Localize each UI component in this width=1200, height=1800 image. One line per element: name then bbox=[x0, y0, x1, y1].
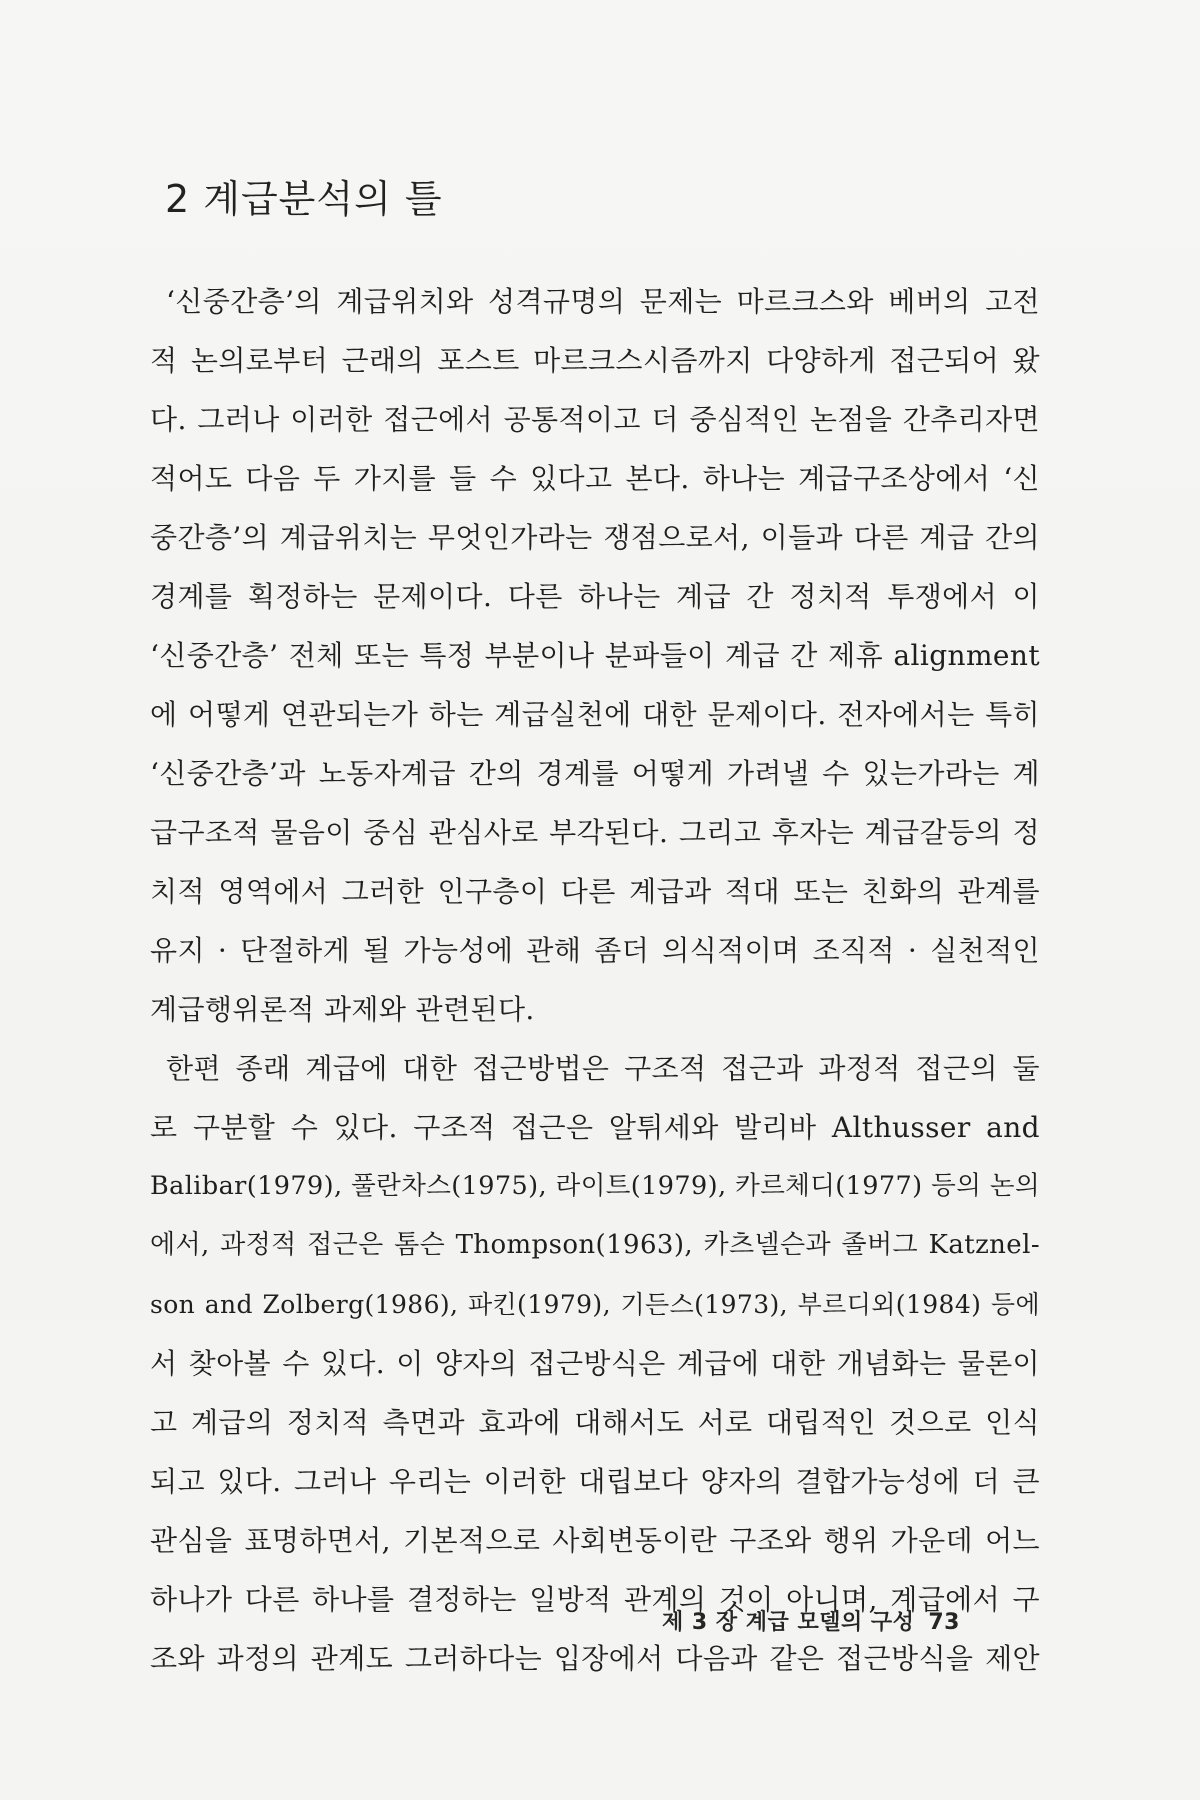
paragraph-2-line: 조와 과정의 관계도 그러하다는 입장에서 다음과 같은 접근방식을 제안 bbox=[150, 1642, 1040, 1675]
running-head: 제 3 장 계급 모델의 구성 bbox=[662, 1610, 915, 1635]
paragraph-1-line: 치적 영역에서 그러한 인구층이 다른 계급과 적대 또는 친화의 관계를 bbox=[150, 875, 1040, 908]
paragraph-1-line: 적 논의로부터 근래의 포스트 마르크스시즘까지 다양하게 접근되어 왔 bbox=[150, 344, 1040, 377]
paragraph-1-line: ‘신중간층’과 노동자계급 간의 경계를 어떻게 가려낼 수 있는가라는 계 bbox=[150, 757, 1040, 790]
page-footer bbox=[662, 1605, 960, 1636]
paragraph-2-line: 한편 종래 계급에 대한 접근방법은 구조적 접근과 과정적 접근의 둘 bbox=[166, 1052, 1040, 1085]
paragraph-2-line: 하나가 다른 하나를 결정하는 일방적 관계의 것이 아니며, 계급에서 구 bbox=[150, 1583, 1040, 1616]
paragraph-1-line: 계급행위론적 과제와 관련된다. bbox=[150, 993, 535, 1026]
paragraph-2-line: 고 계급의 정치적 측면과 효과에 대해서도 서로 대립적인 것으로 인식 bbox=[150, 1406, 1040, 1439]
paragraph-2-line: 되고 있다. 그러나 우리는 이러한 대립보다 양자의 결합가능성에 더 큰 bbox=[150, 1465, 1040, 1498]
body-text bbox=[150, 272, 1040, 1688]
paragraph-1-line: 에 어떻게 연관되는가 하는 계급실천에 대한 문제이다. 전자에서는 특히 bbox=[150, 698, 1040, 731]
page-number: 73 bbox=[928, 1610, 960, 1635]
paragraph-2-line: Balibar(1979), 풀란차스(1975), 라이트(1979), 카르체디(1977) 등의 논의 bbox=[150, 1171, 1040, 1201]
paragraph-2-line: 로 구분할 수 있다. 구조적 접근은 알튀세와 발리바 Althusser and bbox=[150, 1111, 1040, 1144]
paragraph-1-line: 중간층’의 계급위치는 무엇인가라는 쟁점으로서, 이들과 다른 계급 간의 bbox=[150, 521, 1040, 554]
paragraph-1-line: 적어도 다음 두 가지를 들 수 있다고 본다. 하나는 계급구조상에서 ‘신 bbox=[150, 462, 1040, 495]
paragraph-1-line: ‘신중간층’ 전체 또는 특정 부분이나 분파들이 계급 간 제휴 alignment bbox=[150, 639, 1040, 672]
paragraph-2-line: 관심을 표명하면서, 기본적으로 사회변동이란 구조와 행위 가운데 어느 bbox=[150, 1524, 1040, 1557]
paragraph-1-line: 유지 · 단절하게 될 가능성에 관해 좀더 의식적이며 조직적 · 실천적인 bbox=[150, 934, 1040, 967]
section-title: 2 계급분석의 틀 bbox=[165, 177, 443, 221]
paragraph-2-line: son and Zolberg(1986), 파킨(1979), 기든스(1973), 부르디외(1984) 등에 bbox=[150, 1290, 1040, 1319]
paragraph-2-line: 서 찾아볼 수 있다. 이 양자의 접근방식은 계급에 대한 개념화는 물론이 bbox=[150, 1347, 1040, 1380]
paragraph-1-line: 경계를 획정하는 문제이다. 다른 하나는 계급 간 정치적 투쟁에서 이 bbox=[150, 580, 1040, 613]
paragraph-1-line: 다. 그러나 이러한 접근에서 공통적이고 더 중심적인 논점을 간추리자면 bbox=[150, 403, 1040, 436]
paragraph-2-line: 에서, 과정적 접근은 톰슨 Thompson(1963), 카츠넬슨과 졸버그 Katznel- bbox=[150, 1230, 1040, 1260]
paragraph-1-line: ‘신중간층’의 계급위치와 성격규명의 문제는 마르크스와 베버의 고전 bbox=[166, 285, 1040, 318]
paragraph-1-line: 급구조적 물음이 중심 관심사로 부각된다. 그리고 후자는 계급갈등의 정 bbox=[150, 816, 1040, 849]
